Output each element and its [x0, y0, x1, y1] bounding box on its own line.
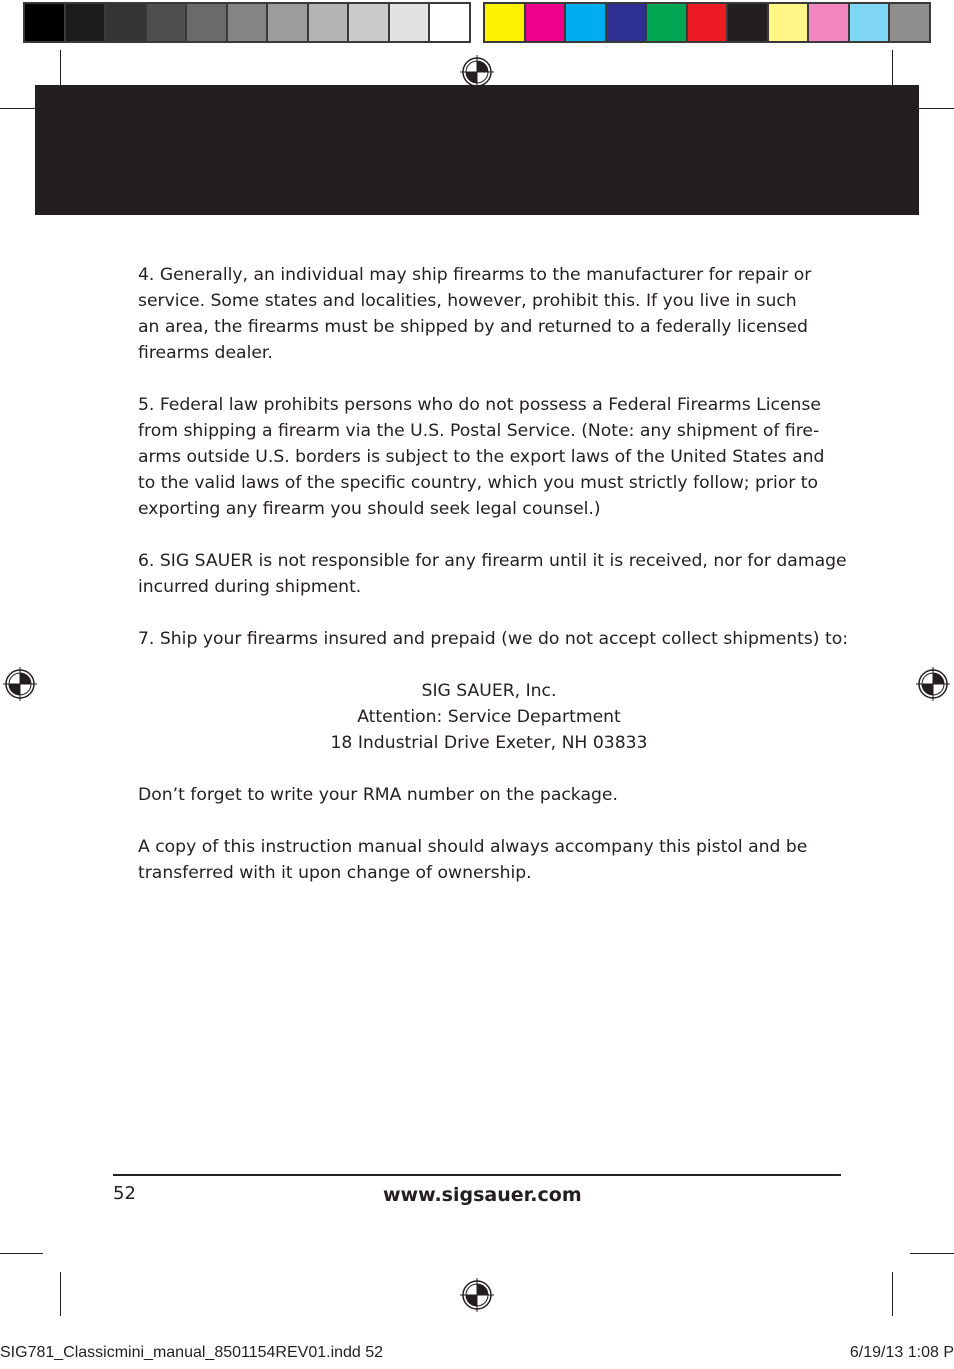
text-line: A copy of this instruction manual should always accompany this pistol and be	[138, 837, 808, 857]
text-line: 5. Federal law prohibits persons who do not possess a Federal Firearms License	[138, 395, 821, 415]
registration-target-icon	[3, 667, 37, 701]
text-line: arms outside U.S. borders is subject to the export laws of the United States and	[138, 447, 825, 467]
crop-mark-bottom-left-vertical	[60, 1272, 61, 1316]
shipping-address	[138, 678, 840, 756]
color-swatch	[607, 4, 646, 41]
color-swatch	[390, 4, 429, 41]
color-swatch	[268, 4, 307, 41]
rma-reminder	[138, 782, 848, 808]
registration-target-icon	[916, 667, 950, 701]
address-street: 18 Industrial Drive Exeter, NH 03833	[330, 733, 648, 753]
color-swatch	[228, 4, 267, 41]
color-swatch	[890, 4, 929, 41]
color-swatch	[526, 4, 565, 41]
text-line: to the valid laws of the specific country, which you must strictly follow; prior to	[138, 473, 819, 493]
color-swatch	[187, 4, 226, 41]
text-line: 7. Ship your firearms insured and prepaid (we do not accept collect shipments) to:	[138, 629, 848, 649]
color-swatch	[430, 4, 469, 41]
crop-mark-bottom-left-horizontal	[0, 1253, 43, 1254]
footer-rule	[113, 1174, 841, 1176]
color-swatch	[485, 4, 524, 41]
text-line: an area, the firearms must be shipped by and returned to a federally licensed	[138, 317, 808, 337]
paragraph-7	[138, 626, 848, 652]
color-swatch	[309, 4, 348, 41]
address-company: SIG SAUER, Inc.	[421, 681, 557, 701]
color-swatch	[769, 4, 808, 41]
process-color-bar	[483, 2, 931, 43]
color-swatch	[66, 4, 105, 41]
color-swatch	[850, 4, 889, 41]
color-swatch	[147, 4, 186, 41]
text-line: incurred during shipment.	[138, 577, 362, 597]
page-content	[138, 262, 848, 912]
text-line: exporting any firearm you should seek legal counsel.)	[138, 499, 601, 519]
registration-target-icon	[460, 1278, 494, 1312]
crop-mark-bottom-right-horizontal	[910, 1253, 954, 1254]
page-number: 52	[113, 1183, 136, 1204]
color-swatch	[728, 4, 767, 41]
color-swatch	[566, 4, 605, 41]
text-line: transferred with it upon change of ownership.	[138, 863, 532, 883]
paragraph-6	[138, 548, 848, 600]
paragraph-5	[138, 392, 848, 522]
text-line: from shipping a firearm via the U.S. Postal Service. (Note: any shipment of fire-	[138, 421, 820, 441]
manual-ownership-note	[138, 834, 848, 886]
color-swatch	[106, 4, 145, 41]
color-swatch	[809, 4, 848, 41]
text-line: 6. SIG SAUER is not responsible for any firearm until it is received, nor for damage	[138, 551, 847, 571]
color-swatch	[688, 4, 727, 41]
text-line: firearms dealer.	[138, 343, 273, 363]
website-url: www.sigsauer.com	[383, 1184, 582, 1206]
paragraph-4	[138, 262, 848, 366]
color-swatch	[25, 4, 64, 41]
grayscale-color-bar	[23, 2, 471, 43]
slug-datetime: 6/19/13 1:08 P	[849, 1344, 954, 1361]
text-line: Don’t forget to write your RMA number on the package.	[138, 785, 618, 805]
color-swatch	[647, 4, 686, 41]
slug-filename: SIG781_Classicmini_manual_8501154REV01.indd 52	[0, 1344, 384, 1361]
text-line: 4. Generally, an individual may ship firearms to the manufacturer for repair or	[138, 265, 812, 285]
color-swatch	[349, 4, 388, 41]
crop-mark-bottom-right-vertical	[892, 1272, 893, 1316]
address-attention: Attention: Service Department	[357, 707, 621, 727]
text-line: service. Some states and localities, however, prohibit this. If you live in such	[138, 291, 797, 311]
header-band	[35, 85, 919, 215]
registration-target-icon	[460, 55, 494, 89]
